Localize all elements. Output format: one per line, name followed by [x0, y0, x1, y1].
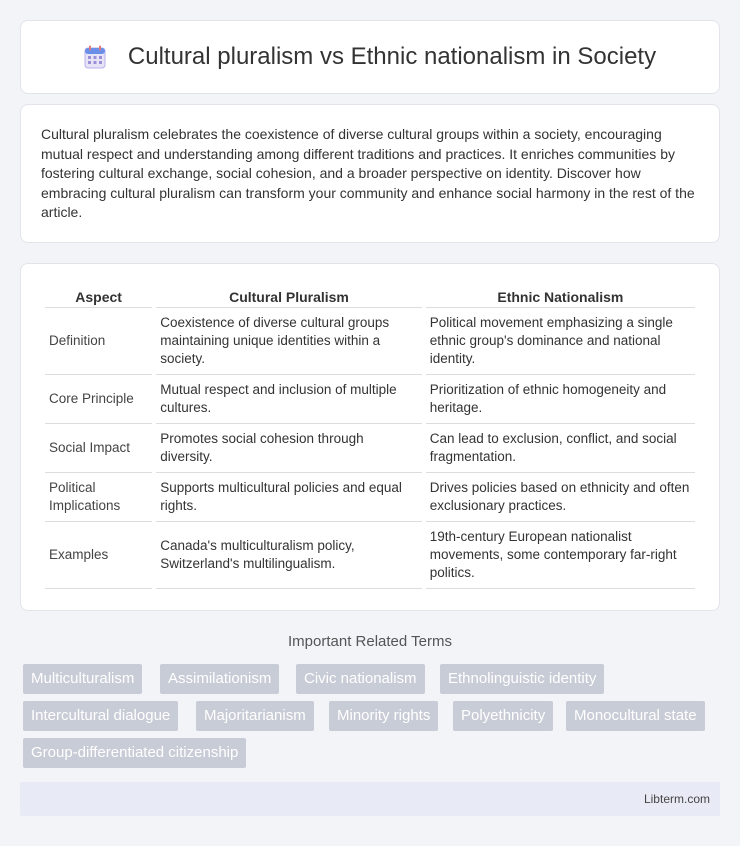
footer [20, 782, 720, 816]
table-cell: Social Impact [45, 424, 152, 473]
table-row [45, 473, 695, 522]
table-row [45, 308, 695, 375]
calendar-icon [84, 45, 106, 69]
table-row [45, 522, 695, 589]
table-row [45, 424, 695, 473]
tag-ethnolinguistic-identity[interactable]: Ethnolinguistic identity [440, 664, 604, 694]
title-card [20, 20, 720, 94]
table-cell: Political movement emphasizing a single ethnic group's dominance and national identity. [426, 308, 695, 375]
table-cell: 19th-century European nationalist movements, some contemporary far-right politics. [426, 522, 695, 589]
table-cell: Drives policies based on ethnicity and often exclusionary practices. [426, 473, 695, 522]
table-row [45, 375, 695, 424]
tag-assimilationism[interactable]: Assimilationism [160, 664, 279, 694]
table-cell: Promotes social cohesion through diversity. [156, 424, 422, 473]
table-cell: Coexistence of diverse cultural groups maintaining unique identities within a society. [156, 308, 422, 375]
comparison-table-card [20, 263, 720, 611]
tag-multiculturalism[interactable]: Multiculturalism [23, 664, 142, 694]
tag-group-differentiated-citizenship[interactable]: Group-differentiated citizenship [23, 738, 246, 768]
table-cell: Supports multicultural policies and equal rights. [156, 473, 422, 522]
tag-intercultural-dialogue[interactable]: Intercultural dialogue [23, 701, 178, 731]
header-ethnic-nationalism: Ethnic Nationalism [426, 284, 695, 308]
table-cell: Examples [45, 522, 152, 589]
page-title: Cultural pluralism vs Ethnic nationalism in Society [127, 43, 657, 70]
related-terms-title: Important Related Terms [288, 633, 452, 650]
tag-majoritarianism[interactable]: Majoritarianism [196, 701, 314, 731]
tag-minority-rights[interactable]: Minority rights [329, 701, 438, 731]
table-cell: Mutual respect and inclusion of multiple cultures. [156, 375, 422, 424]
tag-civic-nationalism[interactable]: Civic nationalism [296, 664, 425, 694]
comparison-table [41, 284, 699, 589]
table-cell: Canada's multiculturalism policy, Switzerland's multilingualism. [156, 522, 422, 589]
table-cell: Prioritization of ethnic homogeneity and heritage. [426, 375, 695, 424]
table-cell: Core Principle [45, 375, 152, 424]
header-cultural-pluralism: Cultural Pluralism [156, 284, 422, 308]
table-cell: Can lead to exclusion, conflict, and social fragmentation. [426, 424, 695, 473]
tag-polyethnicity[interactable]: Polyethnicity [453, 701, 553, 731]
tag-monocultural-state[interactable]: Monocultural state [566, 701, 705, 731]
intro-card [20, 104, 720, 243]
intro-text: Cultural pluralism celebrates the coexistence of diverse cultural groups within a society, encouraging mutual respect and understanding among different traditions and practices. It enriches communities by fostering cultural exchange, social cohesion, and a broader perspective on identity. Discover how embracing cultural pluralism can transform your community and enhance social harmony in the rest of the article. [41, 126, 695, 220]
footer-site-link[interactable]: Libterm.com [643, 792, 710, 806]
header-aspect: Aspect [45, 284, 152, 308]
table-cell: Political Implications [45, 473, 152, 522]
table-header-row [45, 284, 695, 308]
table-cell: Definition [45, 308, 152, 375]
